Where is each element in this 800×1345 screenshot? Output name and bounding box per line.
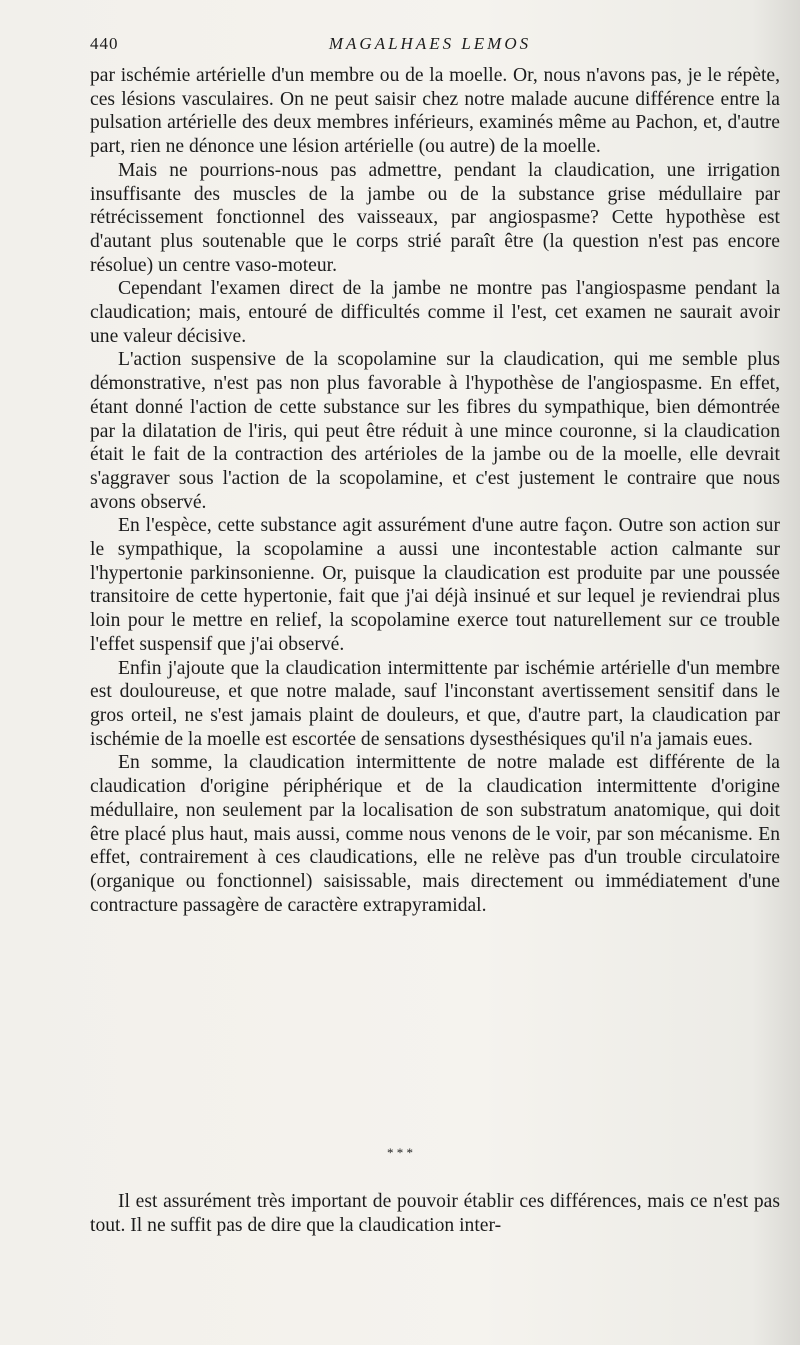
page-header: [90, 34, 770, 60]
paragraph: En somme, la claudication intermittente de notre malade est différente de la claudication d'origine périphérique et de la claudication intermittente d'origine médullaire, non seulement par la localisation de son substratum anatomique, qui doit être placé plus haut, mais aussi, comme nous venons de le voir, par son mécanisme. En effet, contrairement à ces claudications, elle ne relève pas d'un trouble circulatoire (organique ou fonctionnel) saisissable, mais directement ou immédiatement d'une contracture passagère de caractère extrapyramidal.: [90, 752, 780, 916]
page-number: 440: [90, 34, 119, 53]
closing-text: [90, 1190, 780, 1237]
paragraph: Enfin j'ajoute que la claudication intermittente par ischémie artérielle d'un membre est douloureuse, et que notre malade, sauf l'inconstant avertissement sensitif dans le gros orteil, ne s'est jamais plaint de douleurs, et que, d'autre part, la claudication par ischémie de la moelle est escortée de sensations dysesthésiques qu'il n'a jamais eues.: [90, 657, 780, 750]
running-head: MAGALHAES LEMOS: [328, 34, 532, 53]
paragraph: En l'espèce, cette substance agit assurément d'une autre façon. Outre son action sur le sympathique, la scopolamine a aussi une incontestable action calmante sur l'hypertonie parkinsonienne. Or, puisque la claudication est produite par une poussée transitoire de cette hypertonie, fait que j'ai déjà insinué et sur lequel je reviendrai plus loin pour le mettre en relief, la scopolamine exerce tout naturellement sur ce trouble l'effet suspensif que j'ai observé.: [90, 515, 780, 655]
paragraph: par ischémie artérielle d'un membre ou de la moelle. Or, nous n'avons pas, je le répète, ces lésions vasculaires. On ne peut saisir chez notre malade aucune différence entre la pulsation artérielle des deux membres inférieurs, examinés même au Pachon, et, d'autre part, rien ne dénonce une lésion artérielle (ou autre) de la moelle.: [90, 65, 780, 158]
paragraph: L'action suspensive de la scopolamine sur la claudication, qui me semble plus démonstrative, n'est pas non plus favorable à l'hypothèse de l'angiospasme. En effet, étant donné l'action de cette substance sur les fibres du sympathique, bien démontrée par la dilatation de l'iris, qui peut être réduit à une mince couronne, si la claudication était le fait de la contraction des artérioles de la jambe ou de la moelle, elle devrait s'aggraver sous l'action de la scopolamine, et c'est justement le contraire que nous avons observé.: [90, 349, 780, 513]
section-separator: * * *: [387, 1145, 413, 1160]
paragraph: Mais ne pourrions-nous pas admettre, pendant la claudication, une irrigation insuffisante des muscles de la jambe ou de la substance grise médullaire par rétrécissement fonctionnel des vaisseaux, par angiospasme? Cette hypothèse est d'autant plus soutenable que le corps strié paraît être (la question n'est pas encore résolue) un centre vaso-moteur.: [90, 159, 780, 276]
paragraph: Cependant l'examen direct de la jambe ne montre pas l'angiospasme pendant la claudication; mais, entouré de difficultés comme il l'est, cet examen ne saurait avoir une valeur décisive.: [90, 278, 780, 347]
body-text: [90, 64, 780, 917]
paragraph: Il est assurément très important de pouvoir établir ces différences, mais ce n'est pas tout. Il ne suffit pas de dire que la claudication inter-: [90, 1191, 780, 1236]
